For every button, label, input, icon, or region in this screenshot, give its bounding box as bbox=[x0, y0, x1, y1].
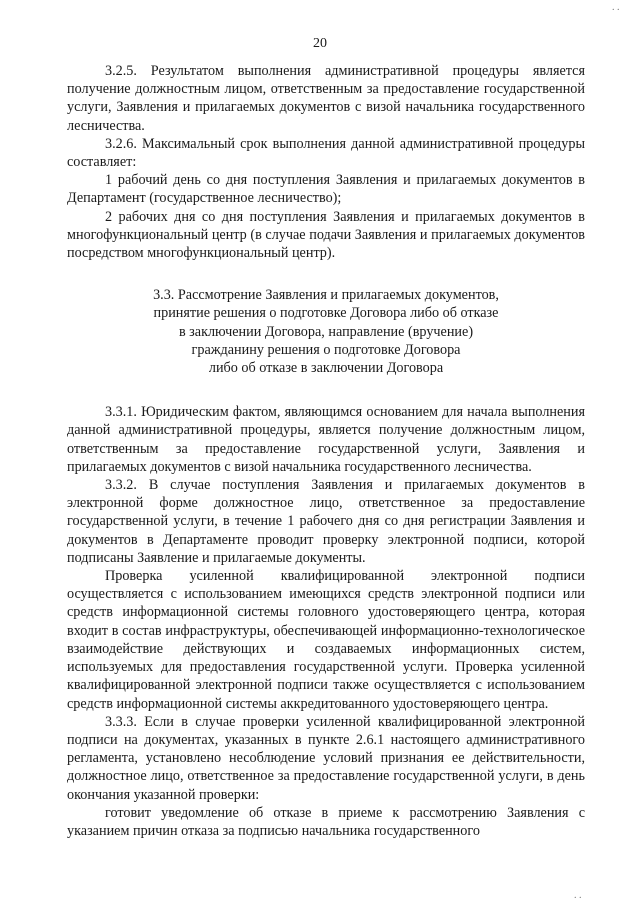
scan-mark-bottom: . . bbox=[574, 890, 582, 901]
paragraph-1-workday: 1 рабочий день со дня поступления Заявления и прилагаемых документов в Департамент (государственное лесничество); bbox=[67, 172, 585, 207]
page-number: 20 bbox=[313, 36, 327, 51]
paragraph-3-3-2: 3.3.2. В случае поступления Заявления и прилагаемых документов в электронной форме должностное лицо, ответственное за предоставление государственной услуги, в течение 1 рабочего дня со дня регистрации Заявления и документов в Департаменте проводит проверку электронной подписи, которой подписаны Заявление и прилагаемые документы. bbox=[67, 477, 585, 566]
section-heading-3-3 bbox=[67, 286, 585, 377]
paragraph-refusal-notice: готовит уведомление об отказе в приеме к рассмотрению Заявления с указанием причин отказа за подписью начальника государственного bbox=[67, 804, 585, 839]
paragraph-3-3-1: 3.3.1. Юридическим фактом, являющимся основанием для начала выполнения данной административной процедуры, является получение должностным лицом, ответственным за предоставление государственной услуги, Заявления и прилагаемых документов с визой начальника государственного лесничества. bbox=[67, 404, 585, 475]
scan-mark-top: . . bbox=[612, 2, 620, 13]
paragraph-signature-check: Проверка усиленной квалифицированной электронной подписи осуществляется с использованием имеющихся средств электронной подписи или средств информационной системы головного удостоверяющего центра, которая входит в состав инфраструктуры, обеспечивающей информационно-технологическое взаимодействие действующих и создаваемых информационных систем, используемых для предоставления государственной услуги. Проверка усиленной квалифицированной электронной подписи также осуществляется с использованием средств информационной системы аккредитованного удостоверяющего центра. bbox=[67, 568, 585, 712]
heading-line-2: принятие решения о подготовке Договора либо об отказе bbox=[153, 305, 499, 322]
heading-line-5: либо об отказе в заключении Договора bbox=[208, 360, 444, 377]
paragraph-3-2-5: 3.2.5. Результатом выполнения административной процедуры является получение должностным лицом, ответственным за предоставление государственной услуги, Заявления и прилагаемых документов с визой начальника государственного лесничества. bbox=[67, 63, 585, 134]
heading-line-1: 3.3. Рассмотрение Заявления и прилагаемых документов, bbox=[153, 287, 499, 304]
heading-line-4: гражданину решения о подготовке Договора bbox=[191, 341, 461, 358]
document-body bbox=[67, 62, 585, 840]
heading-line-3: в заключении Договора, направление (вручение) bbox=[178, 323, 474, 340]
paragraph-3-2-6: 3.2.6. Максимальный срок выполнения данной административной процедуры составляет: bbox=[67, 135, 585, 171]
paragraph-3-3-3: 3.3.3. Если в случае проверки усиленной квалифицированной электронной подписи на документах, указанных в пункте 2.6.1 настоящего административного регламента, установлено несоблюдение условий признания ее действительности, должностное лицо, ответственное за предоставление государственной услуги, в день окончания указанной проверки: bbox=[67, 713, 585, 803]
paragraph-2-workdays: 2 рабочих дня со дня поступления Заявления и прилагаемых документов в многофункциональный центр (в случае подачи Заявления и прилагаемых документов посредством многофункциональный центр). bbox=[67, 208, 585, 262]
